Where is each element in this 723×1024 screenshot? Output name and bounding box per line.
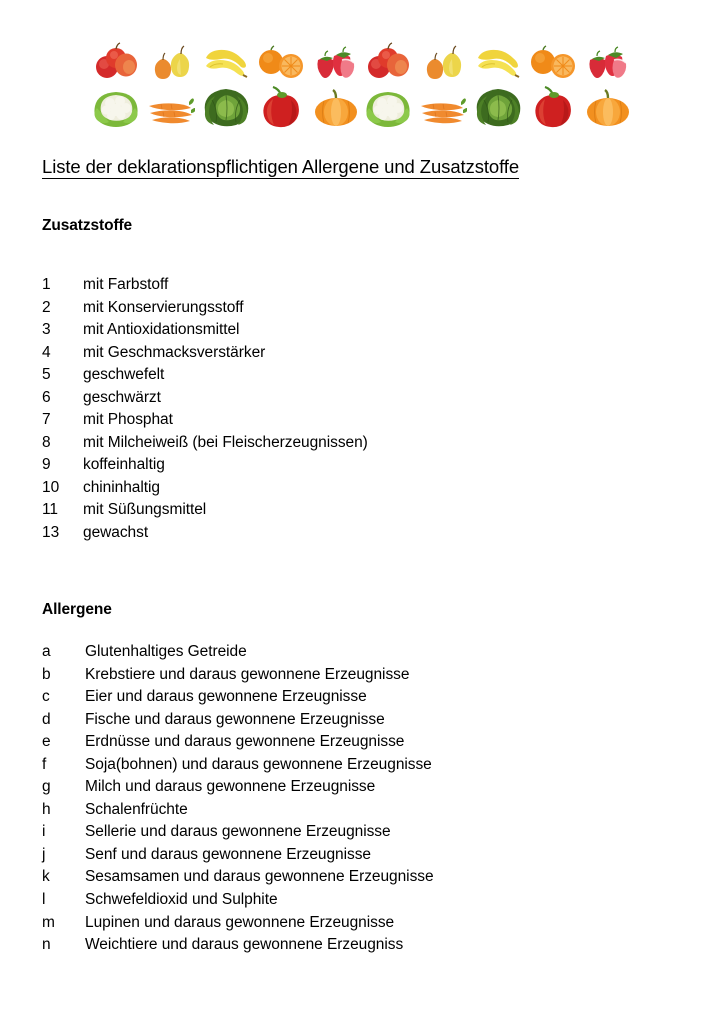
- list-item-marker: j: [42, 845, 46, 863]
- list-item-label: mit Phosphat: [83, 411, 173, 429]
- list-item: [42, 866, 434, 889]
- list-item-label: gewachst: [83, 524, 149, 542]
- list-item-label: Sellerie und daraus gewonnene Erzeugnisse: [85, 823, 391, 841]
- list-item-label: Fische und daraus gewonnene Erzeugnisse: [85, 710, 385, 728]
- list-item-marker: 13: [42, 524, 60, 542]
- list-item-marker: a: [42, 643, 51, 660]
- bananas-icon: [202, 40, 250, 82]
- list-item: [42, 844, 434, 867]
- banner-strip: [90, 40, 362, 128]
- list-item-label: geschwärzt: [83, 388, 161, 406]
- list-item-marker: l: [42, 891, 46, 909]
- list-item-label: Soja(bohnen) und daraus gewonnene Erzeugnisse: [85, 755, 432, 773]
- list-item: [42, 499, 368, 522]
- list-item-label: Lupinen und daraus gewonnene Erzeugnisse: [85, 913, 395, 931]
- list-item: [42, 454, 368, 477]
- pears-icon: [419, 40, 467, 82]
- list-item: [42, 641, 434, 664]
- apples-icon: [364, 40, 412, 82]
- list-item-label: Eier und daraus gewonnene Erzeugnisse: [85, 688, 367, 706]
- list-item-label: Senf und daraus gewonnene Erzeugnisse: [85, 845, 371, 863]
- list-item-marker: n: [42, 936, 51, 954]
- cabbage-icon: [474, 86, 522, 128]
- list-item-marker: 8: [42, 433, 51, 451]
- list-item-label: Milch und daraus gewonnene Erzeugnisse: [85, 778, 376, 796]
- pumpkin-icon: [312, 86, 360, 128]
- list-item-marker: c: [42, 688, 50, 706]
- list-item: [42, 432, 368, 455]
- list-item-marker: 9: [42, 456, 51, 474]
- list-item: [42, 319, 368, 342]
- list-item-label: mit Farbstoff: [83, 276, 169, 293]
- list-item-marker: 1: [42, 276, 51, 293]
- list-item-label: geschwefelt: [83, 366, 165, 384]
- list-item-marker: 2: [42, 298, 51, 316]
- list-item-label: Krebstiere und daraus gewonnene Erzeugnisse: [85, 665, 410, 683]
- banner-top-row: [90, 40, 362, 82]
- oranges-icon: [257, 40, 305, 82]
- cauliflower-icon: [92, 86, 140, 128]
- list-item-marker: 10: [42, 478, 60, 496]
- list-item: [42, 409, 368, 432]
- page-title: [42, 155, 519, 179]
- list-item-marker: i: [42, 823, 46, 841]
- strawberries-icon: [584, 40, 632, 82]
- list-item-marker: g: [42, 778, 51, 796]
- list-item-label: Glutenhaltiges Getreide: [85, 643, 247, 660]
- list-item-label: Weichtiere und daraus gewonnene Erzeugniss: [85, 936, 404, 954]
- list-item: [42, 664, 434, 687]
- list-item-marker: b: [42, 665, 51, 683]
- banner-top-row: [362, 40, 634, 82]
- list-item-label: mit Konservierungsstoff: [83, 298, 244, 316]
- page-title-text: Liste der deklarationspflichtigen Allergene und Zusatzstoffe: [42, 156, 520, 177]
- list-item-label: Schwefeldioxid und Sulphite: [85, 891, 278, 909]
- list-item: [42, 364, 368, 387]
- list-item: [42, 799, 434, 822]
- list-item: [42, 709, 434, 732]
- list-item-label: mit Milcheiweiß (bei Fleischerzeugnissen): [83, 433, 368, 451]
- list-item: [42, 731, 434, 754]
- oranges-icon: [529, 40, 577, 82]
- allergene-list: [42, 641, 434, 957]
- red-pepper-icon: [529, 86, 577, 128]
- list-item-marker: 7: [42, 411, 51, 429]
- list-item-marker: 4: [42, 343, 51, 361]
- list-item: [42, 297, 368, 320]
- section-heading-zusatzstoffe: Zusatzstoffe: [42, 217, 133, 234]
- list-item: [42, 934, 434, 957]
- fruit-and-vegetable-banner: [90, 40, 634, 128]
- strawberries-icon: [312, 40, 360, 82]
- list-item-marker: 5: [42, 366, 51, 384]
- banner-strip: [362, 40, 634, 128]
- list-item: [42, 889, 434, 912]
- list-item-marker: h: [42, 800, 51, 818]
- list-item-label: mit Antioxidationsmittel: [83, 321, 240, 339]
- list-item-marker: 11: [42, 501, 58, 519]
- zusatzstoffe-list: [42, 274, 368, 545]
- list-item-marker: f: [42, 755, 47, 773]
- list-item: [42, 686, 434, 709]
- banner-bottom-row: [90, 86, 362, 128]
- list-item-label: Erdnüsse und daraus gewonnene Erzeugnisse: [85, 733, 405, 751]
- list-item-label: mit Süßungsmittel: [83, 501, 207, 519]
- list-item: [42, 912, 434, 935]
- apples-icon: [92, 40, 140, 82]
- cabbage-icon: [202, 86, 250, 128]
- list-item: [42, 776, 434, 799]
- list-item-marker: d: [42, 710, 51, 728]
- bananas-icon: [474, 40, 522, 82]
- list-item-marker: k: [42, 868, 50, 886]
- list-item-label: Sesamsamen und daraus gewonnene Erzeugnisse: [85, 868, 434, 886]
- pumpkin-icon: [584, 86, 632, 128]
- list-item: [42, 522, 368, 545]
- list-item: [42, 342, 368, 365]
- list-item-label: koffeinhaltig: [83, 456, 165, 474]
- list-item-label: mit Geschmacksverstärker: [83, 343, 266, 361]
- list-item-marker: 3: [42, 321, 51, 339]
- carrots-icon: [147, 86, 195, 128]
- list-item-marker: 6: [42, 388, 51, 406]
- cauliflower-icon: [364, 86, 412, 128]
- list-item: [42, 754, 434, 777]
- list-item-marker: m: [42, 913, 55, 931]
- list-item: [42, 387, 368, 410]
- pears-icon: [147, 40, 195, 82]
- carrots-icon: [419, 86, 467, 128]
- banner-bottom-row: [362, 86, 634, 128]
- list-item: [42, 477, 368, 500]
- list-item: [42, 821, 434, 844]
- list-item: [42, 274, 368, 297]
- section-heading-allergene: Allergene: [42, 601, 112, 618]
- list-item-marker: e: [42, 733, 51, 751]
- red-pepper-icon: [257, 86, 305, 128]
- list-item-label: chininhaltig: [83, 478, 160, 496]
- list-item-label: Schalenfrüchte: [85, 800, 188, 818]
